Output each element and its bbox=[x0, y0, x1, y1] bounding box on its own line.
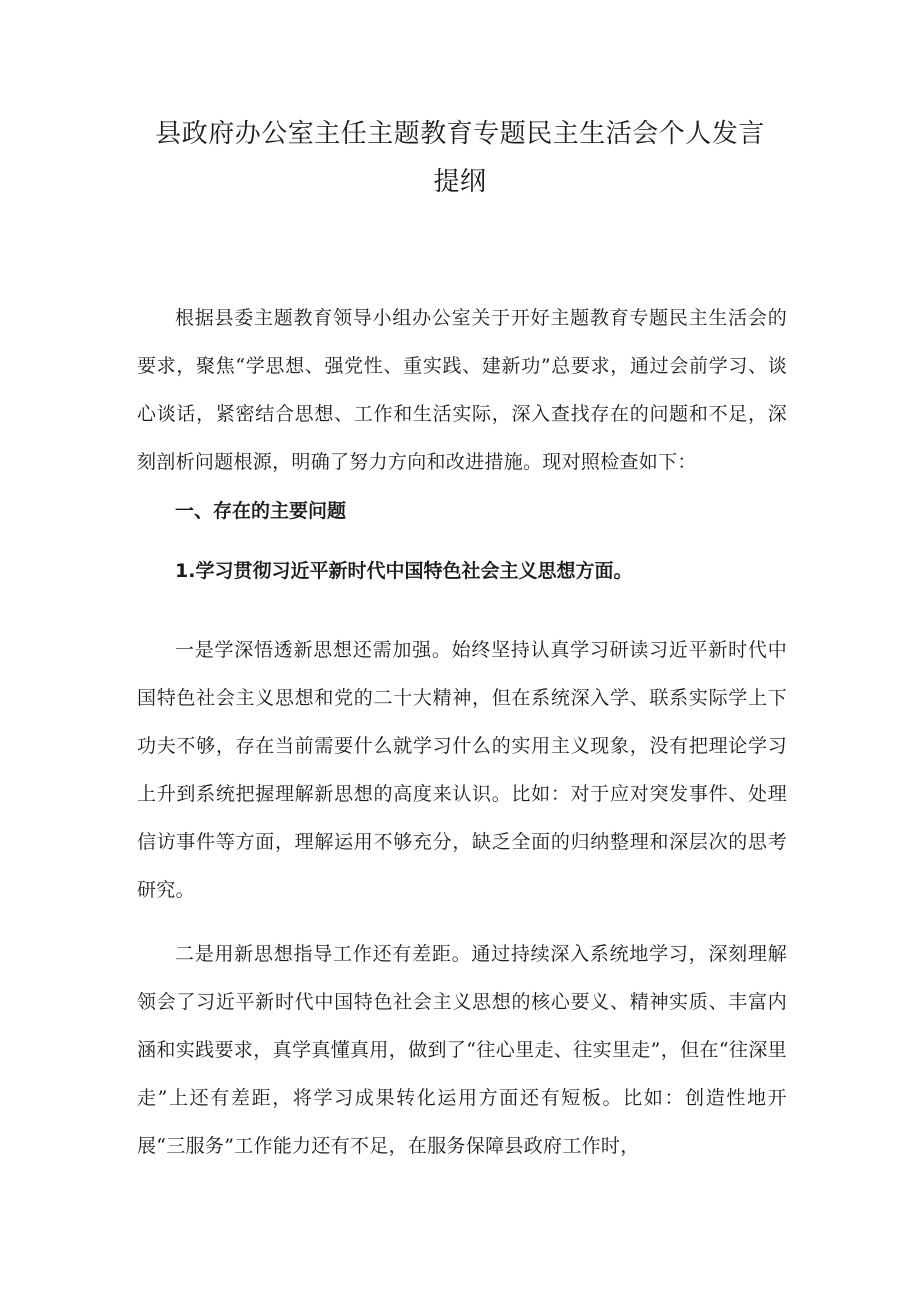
paragraph-first-point: 一是学深悟透新思想还需加强。始终坚持认真学习研读习近平新时代中国特色社会主义思想和党的二十大精神，但在系统深入学、联系实际学上下功夫不够，存在当前需要什么就学习什么的实用主义现象，没有把理论学习上升到系统把握理解新思想的高度来认识。比如：对于应对突发事件、处理信访事件等方面，理解运用不够充分，缺乏全面的归纳整理和深层次的思考研究。 bbox=[137, 639, 787, 901]
document-title-line2: 提纲 bbox=[433, 167, 487, 197]
document-title-line1: 县政府办公室主任主题教育专题民主生活会个人发言 bbox=[155, 119, 765, 149]
section-heading: 一、存在的主要问题 bbox=[175, 500, 347, 522]
paragraph-second-point: 二是用新思想指导工作还有差距。通过持续深入系统地学习，深刻理解领会了习近平新时代中国特色社会主义思想的核心要义、精神实质、丰富内涵和实践要求，真学真懂真用，做到了“往心里走、往实里走”，但在“往深里走”上还有差距，将学习成果转化运用方面还有短板。比如：创造性地开展“三服务”工作能力还有不足，在服务保障县政府工作时， bbox=[137, 943, 787, 1157]
subsection-heading: 1.学习贯彻习近平新时代中国特色社会主义思想方面。 bbox=[175, 560, 633, 582]
intro-paragraph: 根据县委主题教育领导小组办公室关于开好主题教育专题民主生活会的要求，聚焦“学思想、强党性、重实践、建新功”总要求，通过会前学习、谈心谈话，紧密结合思想、工作和生活实际，深入查找存在的问题和不足，深刻剖析问题根源，明确了努力方向和改进措施。现对照检查如下： bbox=[137, 307, 787, 473]
